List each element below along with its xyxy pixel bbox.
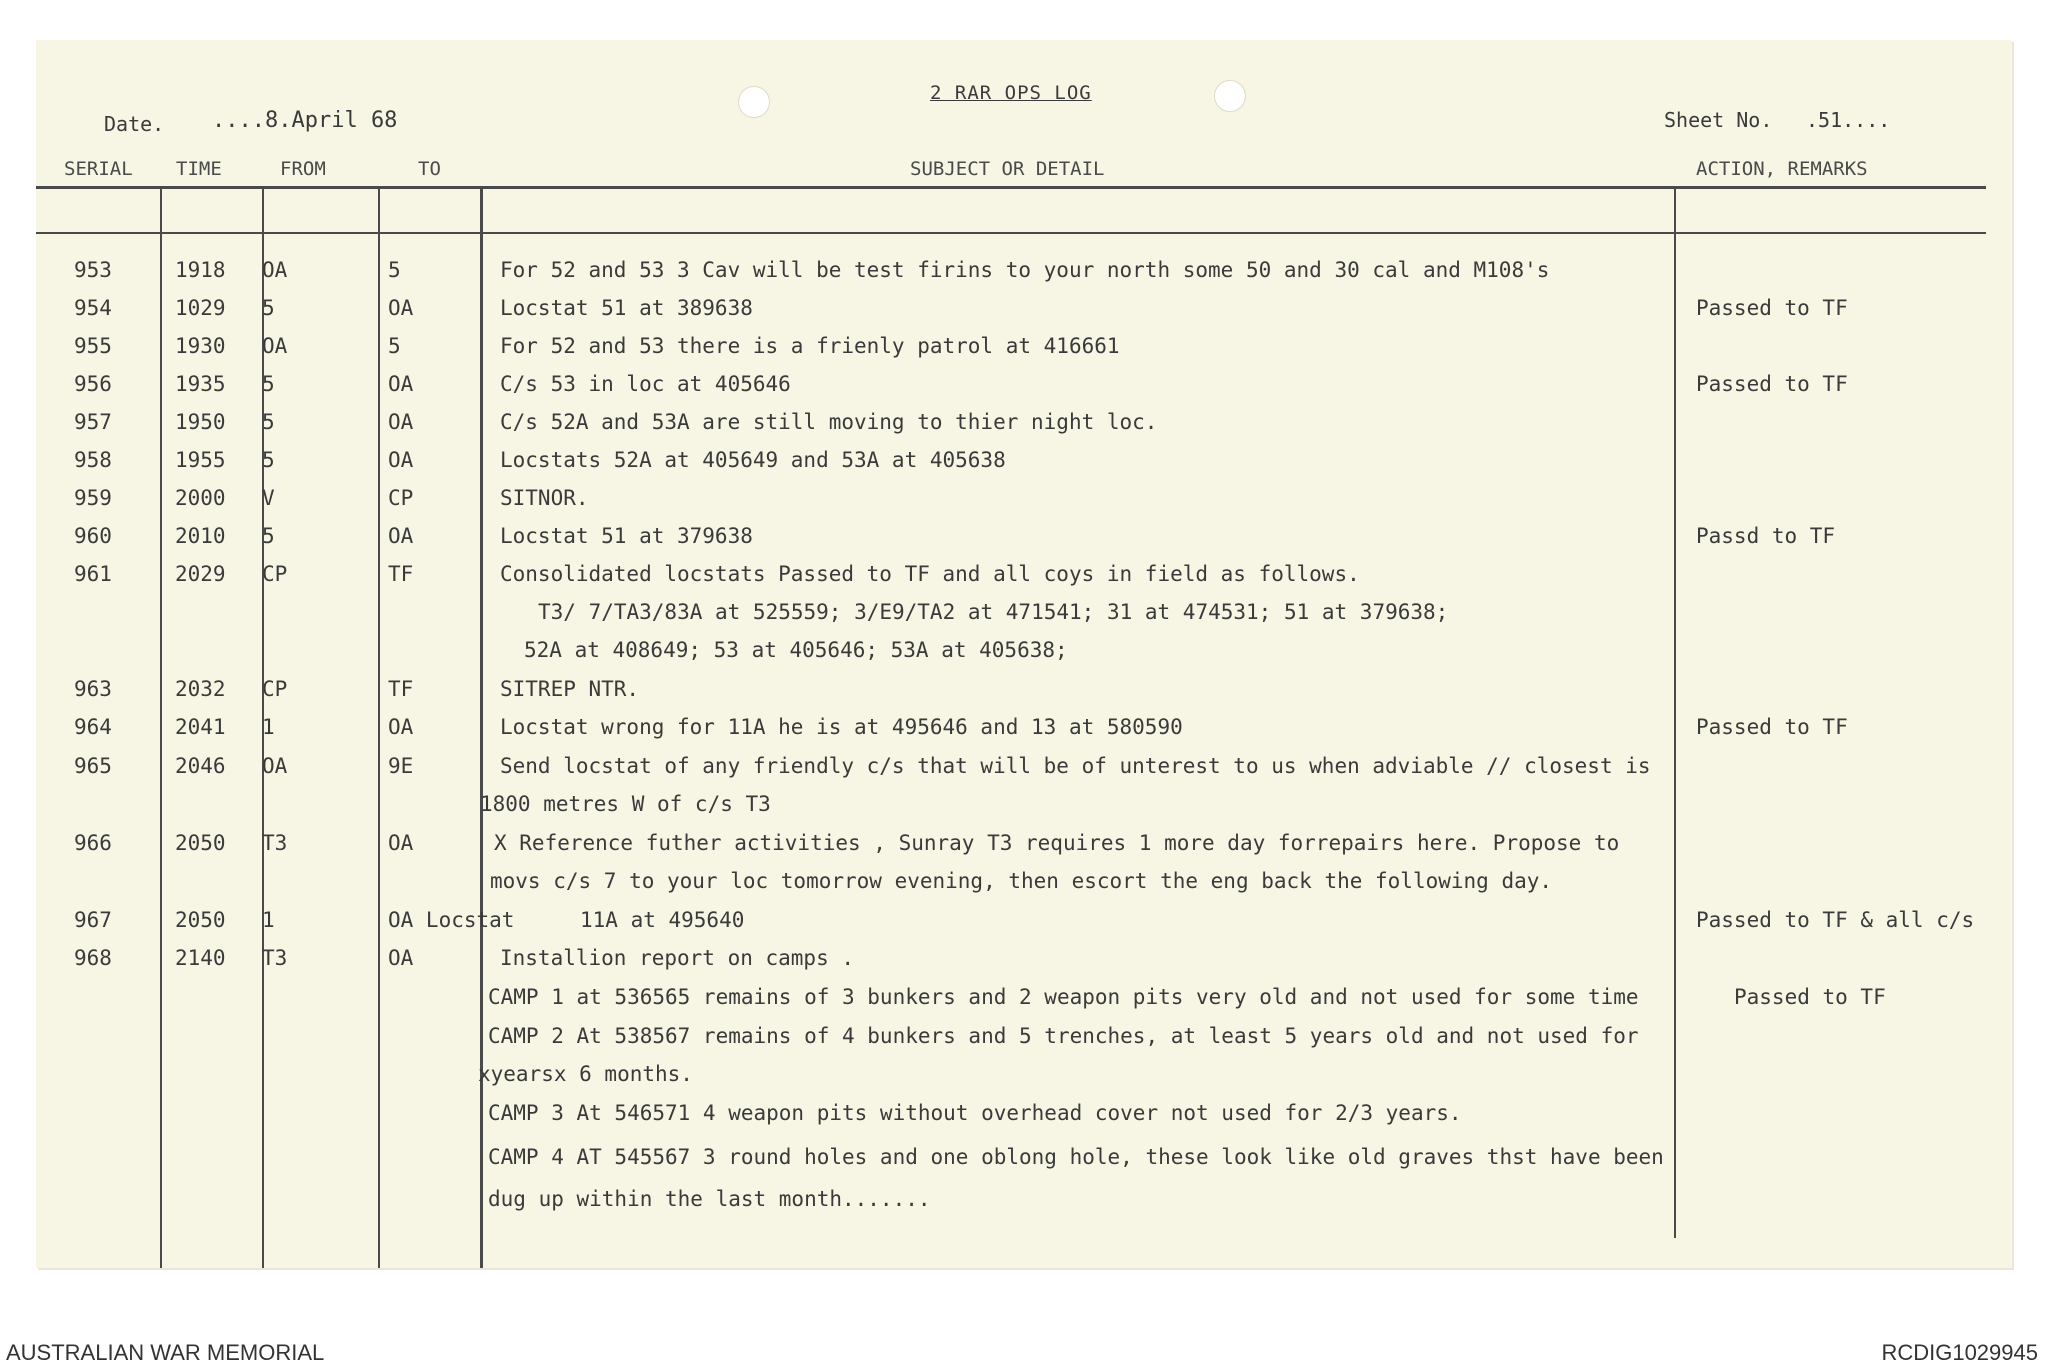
punch-hole-left	[738, 86, 770, 118]
column-header-time: TIME	[176, 158, 222, 180]
column-header-remarks: ACTION, REMARKS	[1696, 158, 1868, 180]
detail-cell: CAMP 3 At 546571 4 weapon pits without overhead cover not used for 2/3 years.	[488, 1101, 1462, 1125]
detail-cell: Send locstat of any friendly c/s that will be of unterest to us when adviable // closest is	[500, 754, 1651, 778]
serial-cell: 967	[74, 908, 112, 932]
remark-cell: Passed to TF	[1696, 715, 1848, 739]
time-cell: 1935	[175, 372, 226, 396]
table-top-rule	[36, 186, 1986, 189]
remark-cell: Passd to TF	[1696, 524, 1836, 548]
time-cell: 2041	[175, 715, 226, 739]
time-cell: 2050	[175, 908, 226, 932]
from-cell: 5	[262, 448, 275, 472]
column-divider	[480, 188, 483, 1268]
time-cell: 2032	[175, 677, 226, 701]
serial-cell: 957	[74, 410, 112, 434]
remark-cell: Passed to TF	[1734, 985, 1886, 1009]
time-cell: 1029	[175, 296, 226, 320]
to-cell: 5	[388, 334, 401, 358]
column-divider	[1674, 188, 1676, 1238]
time-cell: 2029	[175, 562, 226, 586]
sheet-number-label: Sheet No.	[1664, 108, 1773, 132]
detail-cell: CAMP 1 at 536565 remains of 3 bunkers and 2 weapon pits very old and not used for some time	[488, 985, 1639, 1009]
time-cell: 1950	[175, 410, 226, 434]
from-cell: 5	[262, 296, 275, 320]
detail-cell: C/s 52A and 53A are still moving to thier night loc.	[500, 410, 1158, 434]
time-cell: 2046	[175, 754, 226, 778]
column-header-subject: SUBJECT OR DETAIL	[910, 158, 1105, 180]
to-cell: OA	[388, 448, 414, 472]
footer-source: AUSTRALIAN WAR MEMORIAL	[6, 1340, 325, 1365]
detail-cell: For 52 and 53 3 Cav will be test firins to your north some 50 and 30 cal and M108's	[500, 258, 1550, 282]
serial-cell: 953	[74, 258, 112, 282]
from-cell: CP	[262, 677, 288, 701]
to-cell: OA	[388, 946, 414, 970]
time-cell: 1930	[175, 334, 226, 358]
from-cell: 5	[262, 372, 275, 396]
date-label: Date.	[104, 112, 165, 136]
remark-cell: Passed to TF	[1696, 372, 1848, 396]
detail-cell: X Reference futher activities , Sunray T3 requires 1 more day forrepairs here. Propose to	[494, 831, 1620, 855]
to-cell: OA	[388, 296, 414, 320]
serial-cell: 965	[74, 754, 112, 778]
to-cell: 9E	[388, 754, 414, 778]
serial-cell: 961	[74, 562, 112, 586]
from-cell: 5	[262, 410, 275, 434]
detail-cell: For 52 and 53 there is a frienly patrol at 416661	[500, 334, 1120, 358]
remark-cell: Passed to TF & all c/s	[1696, 908, 1975, 932]
detail-cell: movs c/s 7 to your loc tomorrow evening, then escort the eng back the following day.	[490, 869, 1553, 893]
from-cell: CP	[262, 562, 288, 586]
detail-cell: SITREP NTR.	[500, 677, 640, 701]
time-cell: 1955	[175, 448, 226, 472]
from-cell: 1	[262, 908, 275, 932]
date-value: ....8.April 68	[212, 108, 398, 133]
page-title: 2 RAR OPS LOG	[930, 82, 1092, 104]
detail-cell: dug up within the last month.......	[488, 1187, 931, 1211]
from-cell: OA	[262, 754, 288, 778]
serial-cell: 964	[74, 715, 112, 739]
detail-cell: Locstat wrong for 11A he is at 495646 and 13 at 580590	[500, 715, 1183, 739]
from-cell: T3	[262, 946, 288, 970]
column-header-from: FROM	[280, 158, 326, 180]
serial-cell: 955	[74, 334, 112, 358]
detail-cell: CAMP 4 AT 545567 3 round holes and one oblong hole, these look like old graves thst have been	[488, 1145, 1664, 1169]
column-header-to: TO	[418, 158, 441, 180]
detail-cell: Locstat 51 at 389638	[500, 296, 753, 320]
punch-hole-right	[1214, 80, 1246, 112]
to-cell: OA	[388, 831, 414, 855]
column-divider	[378, 188, 380, 1268]
detail-cell: 52A at 408649; 53 at 405646; 53A at 405638;	[524, 638, 1068, 662]
column-header-serial: SERIAL	[64, 158, 133, 180]
time-cell: 2010	[175, 524, 226, 548]
from-cell: 1	[262, 715, 275, 739]
detail-cell: Consolidated locstats Passed to TF and all coys in field as follows.	[500, 562, 1360, 586]
to-cell: OA	[388, 372, 414, 396]
detail-cell: Locstats 52A at 405649 and 53A at 405638	[500, 448, 1006, 472]
column-divider	[160, 188, 162, 1268]
time-cell: 2140	[175, 946, 226, 970]
to-cell: 5	[388, 258, 401, 282]
serial-cell: 959	[74, 486, 112, 510]
to-cell: OA	[388, 524, 414, 548]
to-cell: OA	[388, 410, 414, 434]
to-cell: OA	[388, 715, 414, 739]
detail-cell: 11A at 495640	[580, 908, 745, 932]
from-cell: V	[262, 486, 275, 510]
time-cell: 2050	[175, 831, 226, 855]
serial-cell: 968	[74, 946, 112, 970]
serial-cell: 958	[74, 448, 112, 472]
serial-cell: 954	[74, 296, 112, 320]
from-cell: T3	[262, 831, 288, 855]
to-cell: TF	[388, 562, 414, 586]
to-cell: OA Locstat	[388, 908, 515, 932]
detail-cell: C/s 53 in loc at 405646	[500, 372, 791, 396]
table-header-rule	[36, 232, 1986, 234]
detail-cell: CAMP 2 At 538567 remains of 4 bunkers and 5 trenches, at least 5 years old and not used for	[488, 1024, 1639, 1048]
from-cell: OA	[262, 258, 288, 282]
serial-cell: 956	[74, 372, 112, 396]
detail-cell: Locstat 51 at 379638	[500, 524, 753, 548]
detail-cell: Installion report on camps .	[500, 946, 855, 970]
sheet-number-value: .51....	[1806, 108, 1891, 132]
to-cell: CP	[388, 486, 414, 510]
from-cell: 5	[262, 524, 275, 548]
remark-cell: Passed to TF	[1696, 296, 1848, 320]
time-cell: 1918	[175, 258, 226, 282]
serial-cell: 963	[74, 677, 112, 701]
footer-reference: RCDIG1029945	[1881, 1340, 2038, 1365]
to-cell: TF	[388, 677, 414, 701]
detail-cell: SITNOR.	[500, 486, 589, 510]
detail-cell: 1800 metres W of c/s T3	[480, 792, 771, 816]
detail-cell: xyearsx 6 months.	[478, 1062, 693, 1086]
from-cell: OA	[262, 334, 288, 358]
time-cell: 2000	[175, 486, 226, 510]
serial-cell: 960	[74, 524, 112, 548]
detail-cell: T3/ 7/TA3/83A at 525559; 3/E9/TA2 at 471541; 31 at 474531; 51 at 379638;	[538, 600, 1449, 624]
serial-cell: 966	[74, 831, 112, 855]
